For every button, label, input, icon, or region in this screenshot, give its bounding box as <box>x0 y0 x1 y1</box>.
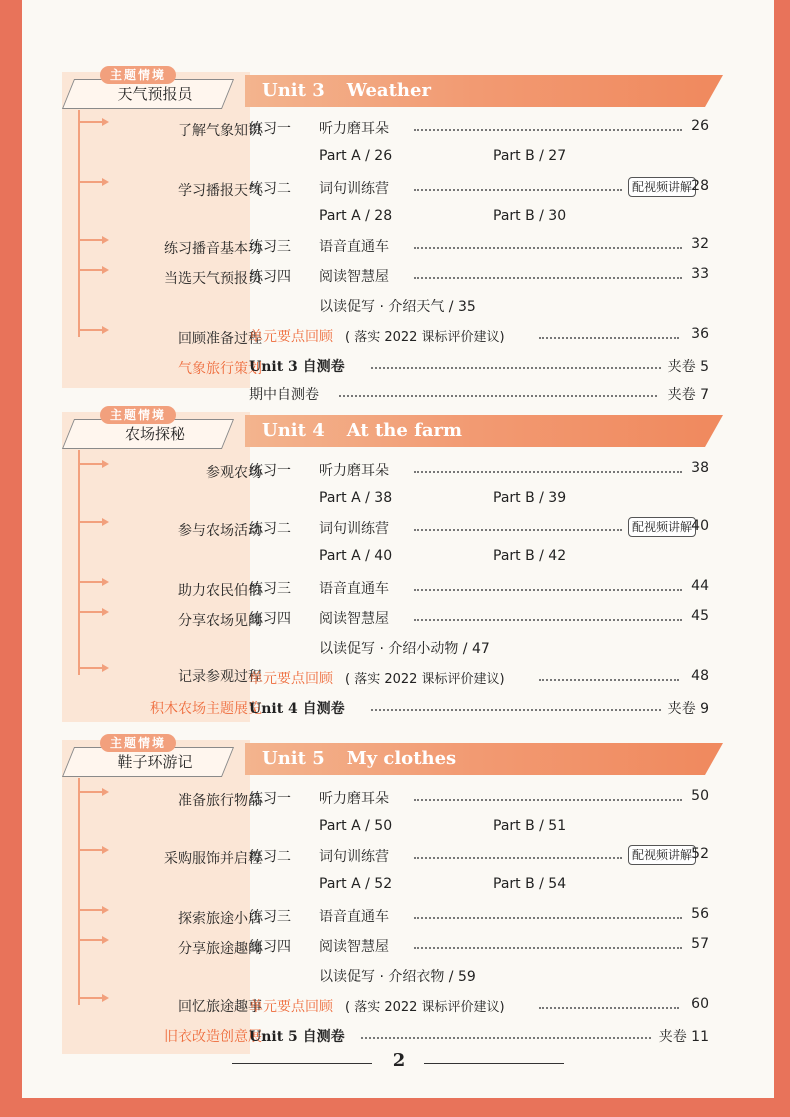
exercise-row[interactable] <box>249 578 709 600</box>
test-page: 夹卷 5 <box>667 359 709 375</box>
side-label: 助力农民伯伯 <box>178 583 262 599</box>
dot-leader <box>414 529 622 531</box>
tree-trunk <box>78 450 80 675</box>
unit-title <box>262 75 431 107</box>
dot-leader <box>414 947 682 949</box>
unit-title <box>262 415 462 447</box>
part-b-link[interactable]: Part B / 42 <box>493 548 567 564</box>
exercise-number: 练习一 <box>249 463 291 479</box>
unit-title <box>262 743 456 775</box>
dot-leader <box>414 857 622 859</box>
exercise-row[interactable] <box>249 460 709 482</box>
side-label: 参观农场 <box>206 465 262 481</box>
page-number: 26 <box>691 118 709 134</box>
summary-note: ( 落实 2022 课标评价建议) <box>345 1000 505 1015</box>
part-b-link[interactable]: Part B / 54 <box>493 876 567 892</box>
dot-leader <box>371 367 661 369</box>
dot-leader <box>539 679 679 681</box>
tree-arrow-icon <box>102 906 109 914</box>
side-label: 了解气象知识 <box>178 123 262 139</box>
page-number: 33 <box>691 266 709 282</box>
part-a-link[interactable]: Part A / 28 <box>319 208 393 224</box>
page-number: 52 <box>691 846 709 862</box>
exercise-number: 练习四 <box>249 269 291 285</box>
tree-arrow-icon <box>102 326 109 334</box>
tree-arrow-icon <box>102 236 109 244</box>
exercise-row[interactable] <box>249 118 709 140</box>
side-label: 练习播音基本功 <box>164 241 262 257</box>
midterm-page: 夹卷 7 <box>667 387 709 403</box>
side-label: 学习播报天气 <box>178 183 262 199</box>
tree-branch <box>78 269 102 271</box>
writing-link[interactable]: 以读促写 · 介绍衣物 / 59 <box>319 969 476 985</box>
page-number: 28 <box>691 178 709 194</box>
dot-leader <box>361 1037 651 1039</box>
exercise-row[interactable] <box>249 236 709 258</box>
page-number: 45 <box>691 608 709 624</box>
exercise-number: 练习二 <box>249 181 291 197</box>
tree-arrow-icon <box>102 936 109 944</box>
exercise-row[interactable] <box>249 178 709 200</box>
video-badge[interactable]: 配视频讲解 <box>628 517 696 537</box>
page-number: 48 <box>691 668 709 684</box>
dot-leader <box>414 799 682 801</box>
exercise-title: 语音直通车 <box>319 581 389 597</box>
unit-label: Unit 3 <box>262 80 325 101</box>
side-label: 探索旅途小店 <box>178 911 262 927</box>
tree-arrow-icon <box>102 460 109 468</box>
summary-label: 单元要点回顾 <box>249 671 333 687</box>
side-label: 回忆旅途趣事 <box>178 999 262 1015</box>
unit-name: Weather <box>346 80 431 101</box>
test-page: 夹卷 9 <box>667 701 709 717</box>
exercise-title: 词句训练营 <box>319 181 389 197</box>
part-b-link[interactable]: Part B / 39 <box>493 490 567 506</box>
dot-leader <box>414 129 682 131</box>
page-number: 50 <box>691 788 709 804</box>
tree-branch <box>78 239 102 241</box>
dot-leader <box>414 471 682 473</box>
part-b-link[interactable]: Part B / 30 <box>493 208 567 224</box>
side-label: 当选天气预报员 <box>164 271 262 287</box>
theme-tag: 主题情境 <box>100 66 176 84</box>
unit-label: Unit 4 <box>262 420 325 441</box>
exercise-title: 语音直通车 <box>319 909 389 925</box>
summary-label: 单元要点回顾 <box>249 999 333 1015</box>
footer-rule-left <box>232 1063 372 1064</box>
tree-arrow-icon <box>102 266 109 274</box>
tree-branch <box>78 611 102 613</box>
dot-leader <box>414 277 682 279</box>
tree-branch <box>78 667 102 669</box>
summary-note: ( 落实 2022 课标评价建议) <box>345 672 505 687</box>
tree-arrow-icon <box>102 608 109 616</box>
summary-row[interactable] <box>249 668 709 690</box>
exercise-number: 练习三 <box>249 581 291 597</box>
test-page: 夹卷 11 <box>658 1029 709 1045</box>
tree-branch <box>78 849 102 851</box>
part-a-link[interactable]: Part A / 52 <box>319 876 393 892</box>
theme-name: 鞋子环游记 <box>117 753 193 771</box>
theme-name: 天气预报员 <box>117 85 193 103</box>
dot-leader <box>339 395 657 397</box>
writing-link[interactable]: 以读促写 · 介绍天气 / 35 <box>319 299 476 315</box>
side-label: 采购服饰并启程 <box>164 851 262 867</box>
test-row[interactable] <box>249 698 709 720</box>
side-label: 回顾准备过程 <box>178 331 262 347</box>
dot-leader <box>539 1007 679 1009</box>
exercise-title: 听力磨耳朵 <box>319 463 389 479</box>
exercise-number: 练习二 <box>249 521 291 537</box>
tree-branch <box>78 329 102 331</box>
summary-row[interactable] <box>249 326 709 348</box>
footer-rule-right <box>424 1063 564 1064</box>
midterm-label: 期中自测卷 <box>249 387 319 403</box>
video-badge[interactable]: 配视频讲解 <box>628 177 696 197</box>
page-number: 40 <box>691 518 709 534</box>
side-label: 分享旅途趣闻 <box>178 941 262 957</box>
exercise-title: 听力磨耳朵 <box>319 791 389 807</box>
summary-label: 单元要点回顾 <box>249 329 333 345</box>
side-label: 分享农场见闻 <box>178 613 262 629</box>
side-label: 参与农场活动 <box>178 523 262 539</box>
tree-branch <box>78 997 102 999</box>
tree-branch <box>78 121 102 123</box>
theme-name: 农场探秘 <box>124 425 185 443</box>
tree-branch <box>78 521 102 523</box>
exercise-row[interactable] <box>249 518 709 540</box>
tree-arrow-icon <box>102 846 109 854</box>
part-b-link[interactable]: Part B / 51 <box>493 818 567 834</box>
dot-leader <box>414 589 682 591</box>
part-a-link[interactable]: Part A / 50 <box>319 818 393 834</box>
side-label: 记录参观过程 <box>178 669 262 685</box>
exercise-title: 听力磨耳朵 <box>319 121 389 137</box>
exercise-row[interactable] <box>249 846 709 868</box>
page-number: 36 <box>691 326 709 342</box>
test-label: Unit 4 自测卷 <box>249 701 345 717</box>
writing-link[interactable]: 以读促写 · 介绍小动物 / 47 <box>319 641 490 657</box>
tree-arrow-icon <box>102 578 109 586</box>
tree-branch <box>78 939 102 941</box>
tree-branch <box>78 581 102 583</box>
exercise-title: 词句训练营 <box>319 849 389 865</box>
test-label: Unit 5 自测卷 <box>249 1029 345 1045</box>
exercise-row[interactable] <box>249 906 709 928</box>
exercise-title: 阅读智慧屋 <box>319 939 389 955</box>
exercise-number: 练习一 <box>249 121 291 137</box>
tree-arrow-icon <box>102 178 109 186</box>
side-label: 气象旅行策划 <box>178 361 262 377</box>
exercise-row[interactable] <box>249 788 709 810</box>
exercise-number: 练习四 <box>249 611 291 627</box>
midterm-row[interactable] <box>249 384 709 406</box>
exercise-title: 阅读智慧屋 <box>319 611 389 627</box>
exercise-row[interactable] <box>249 608 709 630</box>
unit-label: Unit 5 <box>262 748 325 769</box>
tree-arrow-icon <box>102 118 109 126</box>
theme-tag: 主题情境 <box>100 406 176 424</box>
page-number: 56 <box>691 906 709 922</box>
exercise-title: 语音直通车 <box>319 239 389 255</box>
page-number: 38 <box>691 460 709 476</box>
tree-arrow-icon <box>102 664 109 672</box>
exercise-number: 练习一 <box>249 791 291 807</box>
unit-name: At the farm <box>346 420 463 441</box>
video-badge[interactable]: 配视频讲解 <box>628 845 696 865</box>
exercise-number: 练习四 <box>249 939 291 955</box>
side-label: 积木农场主题展览 <box>150 701 262 717</box>
dot-leader <box>414 189 622 191</box>
summary-row[interactable] <box>249 996 709 1018</box>
exercise-title: 词句训练营 <box>319 521 389 537</box>
page-number: 32 <box>691 236 709 252</box>
tree-branch <box>78 909 102 911</box>
exercise-number: 练习二 <box>249 849 291 865</box>
unit-name: My clothes <box>346 748 457 769</box>
dot-leader <box>371 709 661 711</box>
tree-branch <box>78 181 102 183</box>
tree-arrow-icon <box>102 994 109 1002</box>
dot-leader <box>539 337 679 339</box>
footer-page-number: 2 <box>392 1050 406 1071</box>
test-label: Unit 3 自测卷 <box>249 359 345 375</box>
tree-branch <box>78 791 102 793</box>
part-a-link[interactable]: Part A / 40 <box>319 548 393 564</box>
summary-note: ( 落实 2022 课标评价建议) <box>345 330 505 345</box>
tree-trunk <box>78 110 80 337</box>
dot-leader <box>414 247 682 249</box>
side-label: 旧衣改造创意展 <box>164 1029 262 1045</box>
dot-leader <box>414 917 682 919</box>
tree-arrow-icon <box>102 788 109 796</box>
side-label: 准备旅行物品 <box>178 793 262 809</box>
part-a-link[interactable]: Part A / 38 <box>319 490 393 506</box>
exercise-row[interactable] <box>249 266 709 288</box>
page-number: 57 <box>691 936 709 952</box>
page-number: 44 <box>691 578 709 594</box>
test-row[interactable] <box>249 1026 709 1048</box>
tree-branch <box>78 463 102 465</box>
tree-arrow-icon <box>102 518 109 526</box>
exercise-title: 阅读智慧屋 <box>319 269 389 285</box>
page-number: 60 <box>691 996 709 1012</box>
theme-tag: 主题情境 <box>100 734 176 752</box>
part-a-link[interactable]: Part A / 26 <box>319 148 393 164</box>
dot-leader <box>414 619 682 621</box>
test-row[interactable] <box>249 356 709 378</box>
exercise-number: 练习三 <box>249 239 291 255</box>
exercise-row[interactable] <box>249 936 709 958</box>
exercise-number: 练习三 <box>249 909 291 925</box>
part-b-link[interactable]: Part B / 27 <box>493 148 567 164</box>
tree-trunk <box>78 778 80 1005</box>
